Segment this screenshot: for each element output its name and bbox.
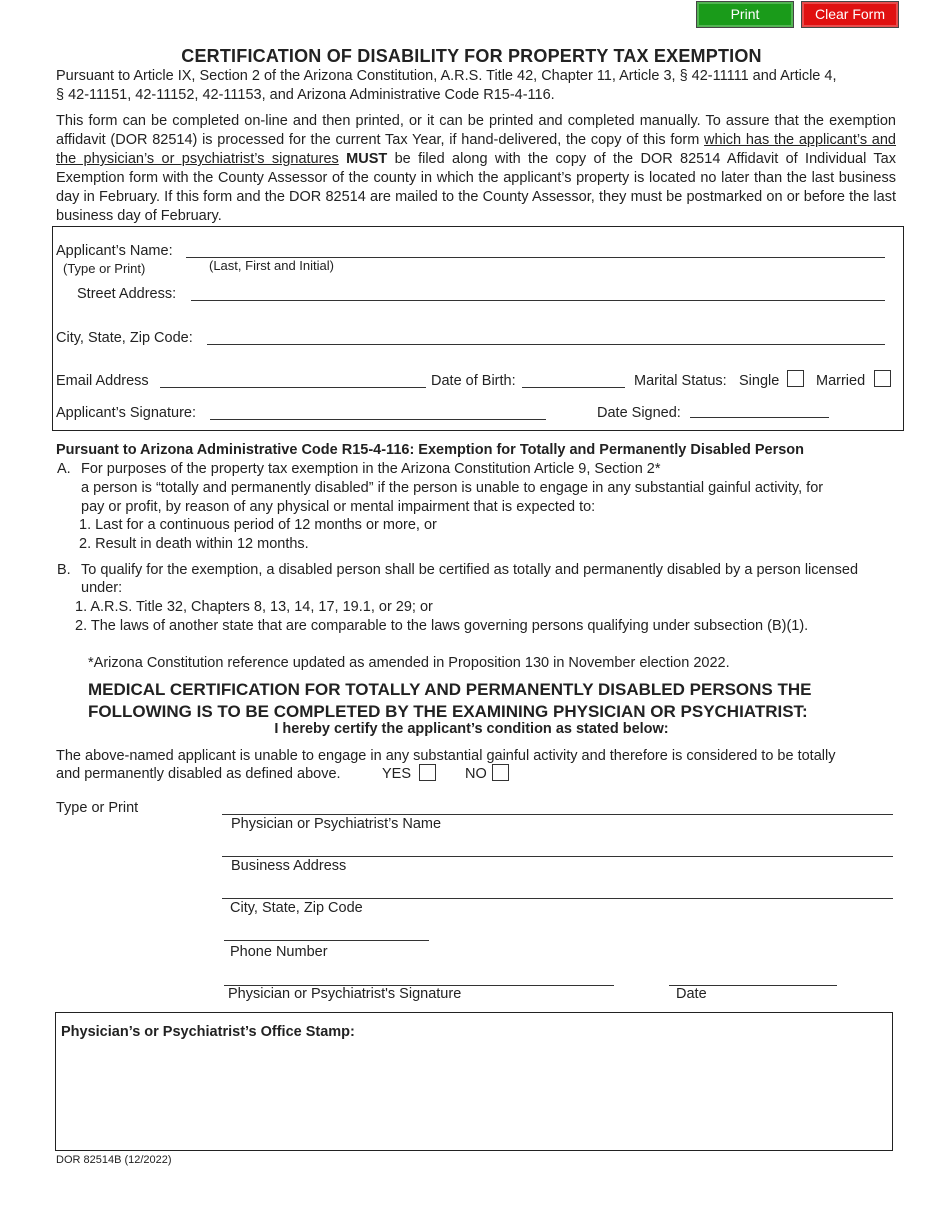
city-state-zip-input[interactable]	[209, 325, 887, 345]
no-checkbox[interactable]	[492, 764, 509, 781]
physician-signature-input[interactable]	[226, 966, 616, 986]
street-address-label: Street Address:	[77, 286, 177, 302]
pursuant-intro-line2: § 42-11151, 42-11152, 42-11153, and Arizona Administrative Code R15-4-116.	[56, 87, 555, 103]
applicant-type-or-print: (Type or Print)	[63, 261, 146, 276]
marital-status-label: Marital Status:	[634, 373, 727, 389]
applicant-name-hint: (Last, First and Initial)	[209, 258, 334, 273]
yes-checkbox[interactable]	[419, 764, 436, 781]
medical-heading-line1: MEDICAL CERTIFICATION FOR TOTALLY AND PERMANENTLY DISABLED PERSONS THE	[88, 680, 812, 699]
constitution-footnote: *Arizona Constitution reference updated as amended in Proposition 130 in November election 2022.	[88, 655, 730, 671]
date-signed-input[interactable]	[692, 398, 831, 418]
page-title: CERTIFICATION OF DISABILITY FOR PROPERTY TAX EXEMPTION	[181, 46, 762, 66]
physician-date-input[interactable]	[671, 966, 839, 986]
instructions-paragraph	[56, 112, 896, 226]
city-state-zip-label: City, State, Zip Code:	[56, 330, 193, 346]
physician-date-label: Date	[676, 986, 707, 1002]
physician-city-label: City, State, Zip Code	[230, 900, 363, 916]
date-signed-label: Date Signed:	[597, 405, 681, 421]
applicant-signature-label: Applicant’s Signature:	[56, 405, 196, 421]
physician-city-input[interactable]	[224, 879, 895, 899]
code-b-line2: under:	[81, 580, 123, 596]
code-b-marker: B.	[57, 562, 71, 578]
single-checkbox[interactable]	[787, 370, 804, 387]
applicant-signature-input[interactable]	[212, 400, 548, 420]
street-address-input[interactable]	[193, 281, 887, 301]
dob-label: Date of Birth:	[431, 373, 516, 389]
code-a-line1: For purposes of the property tax exemption in the Arizona Constitution Article 9, Section 2*	[81, 461, 661, 477]
business-address-input[interactable]	[224, 837, 895, 857]
code-b-item1: 1. A.R.S. Title 32, Chapters 8, 13, 14, 17, 19.1, or 29; or	[75, 599, 433, 615]
phone-input[interactable]	[226, 921, 431, 941]
instructions-underlined: which has the applicant’s and the physician’s or psychiatrist’s signatures	[56, 132, 897, 167]
instructions-part2: be filed along with the copy of the DOR 82514 Affidavit of Individual Tax Exemption form with the County Assessor of the county in which the applicant’s property is located no later than the last business day in February. If this form and the DOR 82514 are mailed to the County Assessor, they must be postmarked on or before the last business day of February.	[56, 151, 896, 224]
code-section-heading: Pursuant to Arizona Administrative Code R15-4-116: Exemption for Totally and Permanently Disabled Person	[56, 442, 804, 458]
physician-name-input[interactable]	[224, 795, 895, 815]
physician-name-label: Physician or Psychiatrist’s Name	[231, 816, 442, 832]
code-b-item2: 2. The laws of another state that are comparable to the laws governing persons qualifying under subsection (B)(1).	[75, 618, 809, 634]
clear-form-button[interactable]: Clear Form	[801, 1, 899, 28]
certify-statement: I hereby certify the applicant’s condition as stated below:	[274, 721, 669, 737]
code-a-line2: a person is “totally and permanently disabled” if the person is unable to engage in any substantial gainful activity, for	[81, 480, 824, 496]
married-checkbox[interactable]	[874, 370, 891, 387]
disability-statement-line2: and permanently disabled as defined above.	[56, 766, 341, 782]
code-a-item2: 2. Result in death within 12 months.	[79, 536, 309, 552]
medical-heading-line2: FOLLOWING IS TO BE COMPLETED BY THE EXAMINING PHYSICIAN OR PSYCHIATRIST:	[88, 702, 808, 721]
type-or-print-label: Type or Print	[56, 800, 139, 816]
code-a-line3: pay or profit, by reason of any physical or mental impairment that is expected to:	[81, 499, 596, 515]
yes-label: YES	[382, 766, 412, 782]
applicant-name-input[interactable]	[188, 238, 887, 258]
email-label: Email Address	[56, 373, 149, 389]
instructions-part1: This form can be completed on-line and then printed, or it can be printed and completed manually. To assure that the exemption affidavit (DOR 82514) is processed for the current Tax Year, if hand-delivered, the copy of this form	[56, 113, 896, 148]
phone-label: Phone Number	[230, 944, 328, 960]
married-label: Married	[816, 373, 866, 389]
no-label: NO	[465, 766, 487, 782]
print-button[interactable]: Print	[696, 1, 794, 28]
physician-signature-label: Physician or Psychiatrist's Signature	[228, 986, 462, 1002]
email-input[interactable]	[162, 368, 428, 388]
applicant-name-label: Applicant’s Name:	[56, 243, 173, 259]
code-a-item1: 1. Last for a continuous period of 12 months or more, or	[79, 517, 437, 533]
code-a-marker: A.	[57, 461, 71, 477]
disability-statement-line1: The above-named applicant is unable to engage in any substantial gainful activity and therefore is considered to be totally	[56, 748, 836, 764]
code-b-line1: To qualify for the exemption, a disabled person shall be certified as totally and permanently disabled by a person licensed	[81, 562, 859, 578]
single-label: Single	[739, 373, 780, 389]
pursuant-intro-line1: Pursuant to Article IX, Section 2 of the Arizona Constitution, A.R.S. Title 42, Chapter 11, Article 3, § 42-11111 and Article 4,	[56, 68, 837, 84]
instructions-must: MUST	[346, 151, 388, 167]
business-address-label: Business Address	[231, 858, 347, 874]
office-stamp-label: Physician’s or Psychiatrist’s Office Stamp:	[61, 1024, 355, 1040]
dob-input[interactable]	[524, 368, 627, 388]
form-id: DOR 82514B (12/2022)	[56, 1154, 172, 1166]
